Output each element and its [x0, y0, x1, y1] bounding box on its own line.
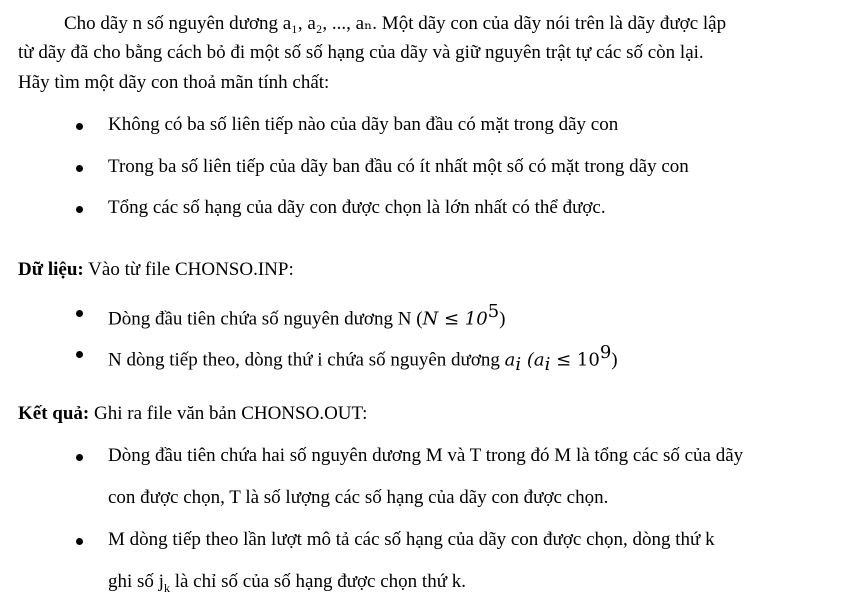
input-item-2-paren: (a	[521, 349, 545, 371]
input-item-1-text: Dòng đầu tiên chứa số nguyên dương N (	[108, 308, 423, 330]
intro-line-3: Hãy tìm một dãy con thoả mãn tính chất:	[18, 72, 330, 93]
input-item-2-text: N dòng tiếp theo, dòng thứ i chứa số nguyên dương	[108, 349, 505, 371]
bullet-icon	[76, 310, 83, 317]
output-item-2-text-b: là chỉ số của số hạng được chọn thứ k.	[169, 571, 467, 592]
bullet-icon	[76, 206, 83, 213]
output-heading-label: Kết quả:	[18, 403, 90, 424]
input-item-1-math: N ≤ 10	[422, 308, 488, 330]
input-item-2-var: a	[504, 349, 516, 371]
input-item-2-sub2: i	[544, 354, 551, 376]
input-item-2-sub: i	[515, 354, 522, 376]
property-text: Không có ba số liên tiếp nào của dãy ban đầu có mặt trong dãy con	[108, 114, 619, 135]
input-item-2-exponent: 9	[599, 342, 612, 363]
input-item-text	[108, 342, 618, 375]
input-item-2-bound: ≤ 10	[550, 349, 600, 371]
input-item-text	[108, 301, 506, 330]
output-item-2-text-a: ghi số j	[108, 571, 164, 592]
input-heading-text: Vào từ file CHONSO.INP:	[83, 259, 294, 280]
output-heading-text: Ghi ra file văn bản CHONSO.OUT:	[89, 403, 368, 424]
output-item-1-line-2: con được chọn, T là số lượng các số hạng của dãy con được chọn.	[108, 487, 609, 508]
input-heading-label: Dữ liệu:	[18, 259, 84, 280]
output-heading	[18, 403, 367, 425]
input-item-1-exponent: 5	[487, 301, 500, 322]
bullet-icon	[76, 351, 83, 358]
bullet-icon	[76, 123, 83, 130]
intro-line-1: Cho dãy n số nguyên dương a₁, a₂, ..., aₙ. Một dãy con của dãy nói trên là dãy được lập	[64, 13, 727, 34]
bullet-icon	[76, 454, 83, 461]
bullet-icon	[76, 538, 83, 545]
output-item-2-line-2	[108, 571, 466, 596]
output-item-2-line-1: M dòng tiếp theo lần lượt mô tả các số hạng của dãy con được chọn, dòng thứ k	[108, 529, 715, 550]
intro-line-2: từ dãy đã cho bằng cách bỏ đi một số số hạng của dãy và giữ nguyên trật tự các số còn lại.	[18, 42, 704, 63]
property-text: Tổng các số hạng của dãy con được chọn là lớn nhất có thể được.	[108, 197, 606, 218]
output-item-2-sub: k	[163, 580, 170, 595]
input-item-2-tail: )	[611, 349, 618, 371]
bullet-icon	[76, 165, 83, 172]
input-heading	[18, 259, 294, 281]
output-item-1-line-1: Dòng đầu tiên chứa hai số nguyên dương M và T trong đó M là tổng các số của dãy	[108, 445, 744, 466]
input-item-1-tail: )	[499, 308, 506, 330]
property-text: Trong ba số liên tiếp của dãy ban đầu có ít nhất một số có mặt trong dãy con	[108, 156, 689, 177]
